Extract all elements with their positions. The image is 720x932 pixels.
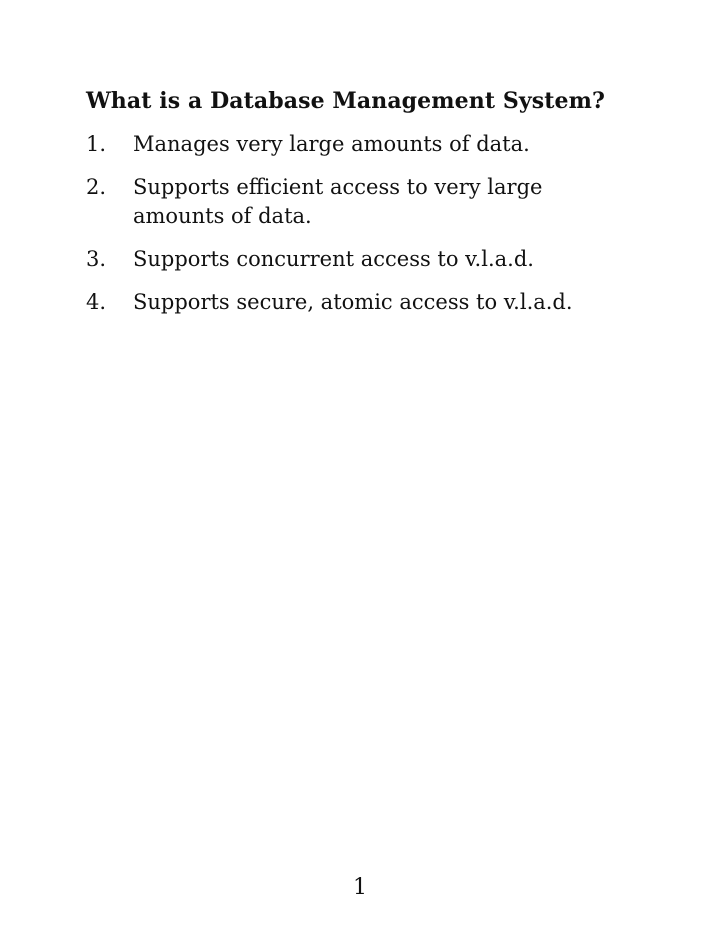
list-item-number: 3. <box>86 247 107 271</box>
page-number: 1 <box>353 875 367 900</box>
list-item <box>86 130 646 159</box>
list-item-text: Supports secure, atomic access to v.l.a.d. <box>133 290 573 314</box>
page-title: What is a Database Management System? <box>86 88 605 114</box>
list-item <box>86 288 646 317</box>
list-item-number: 4. <box>86 290 107 314</box>
list-item-text: Supports efficient access to very large amounts of data. <box>133 175 543 228</box>
list-item-number: 1. <box>86 132 107 156</box>
list-item <box>86 245 646 274</box>
list-item-number: 2. <box>86 175 107 199</box>
list-item-text: Supports concurrent access to v.l.a.d. <box>133 247 534 271</box>
numbered-list <box>86 130 646 331</box>
list-item <box>86 173 646 231</box>
list-item-text: Manages very large amounts of data. <box>133 132 530 156</box>
